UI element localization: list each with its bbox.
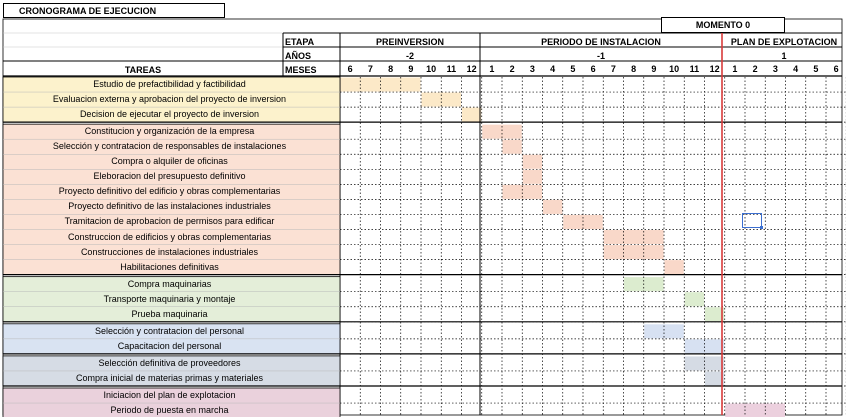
gantt-bar: [523, 155, 542, 169]
month-label: 11: [689, 64, 700, 74]
gantt-bar: [725, 404, 785, 417]
tareas-header: TAREAS: [124, 65, 162, 75]
task-label[interactable]: Estudio de prefactibilidad y factibilidad: [93, 79, 246, 89]
momento-label: MOMENTO 0: [695, 20, 751, 30]
month-label: 8: [388, 64, 394, 74]
task-label[interactable]: Decision de ejecutar el proyecto de inversion: [79, 109, 260, 120]
task-label[interactable]: Eleboracion del presupuesto definitivo: [93, 171, 246, 182]
month-label: 9: [651, 64, 657, 74]
task-label[interactable]: Compra inicial de materias primas y materiales: [75, 372, 264, 383]
task-label[interactable]: Evaluacion externa y aprobacion del proyecto de inversion: [52, 94, 287, 105]
anos-label: AÑOS: [285, 51, 312, 61]
sheet-title: CRONOGRAMA DE EJECUCION: [19, 6, 157, 16]
month-label: 10: [669, 64, 680, 74]
task-label[interactable]: Periodo de puesta en marcha: [110, 405, 229, 416]
momento-cell[interactable]: [661, 17, 785, 33]
month-label: 4: [550, 64, 556, 74]
month-label: 9: [408, 64, 414, 74]
year-preinversion: -2: [405, 51, 414, 61]
month-label: 6: [590, 64, 596, 74]
fill-handle[interactable]: [760, 226, 763, 229]
task-label[interactable]: Transporte maquinaria y montaje: [103, 293, 236, 304]
task-label[interactable]: Iniciacion del plan de explotacion: [103, 390, 236, 400]
month-label: 12: [466, 64, 477, 74]
month-label: 6: [833, 64, 839, 74]
month-label: 12: [709, 64, 720, 74]
etapa-label: ETAPA: [285, 37, 315, 47]
gantt-bar: [604, 230, 664, 244]
month-label: 8: [631, 64, 637, 74]
year-explotacion: 1: [781, 51, 787, 61]
gantt-bar: [543, 200, 562, 214]
task-label[interactable]: Selección y contratacion del personal: [94, 325, 245, 336]
month-label: 4: [793, 64, 799, 74]
year-instalacion: -1: [596, 51, 605, 61]
gantt-bar: [523, 170, 542, 184]
title-cell[interactable]: [3, 3, 225, 18]
gantt-bar: [503, 140, 522, 154]
gantt-bar: [462, 108, 481, 122]
month-label: 7: [367, 64, 373, 74]
task-label[interactable]: Construcciones de instalaciones industriales: [80, 246, 259, 257]
task-label[interactable]: Selección definitiva de proveedores: [98, 357, 241, 368]
gantt-bar: [685, 292, 704, 306]
phase-explotacion: PLAN DE EXPLOTACION: [730, 37, 838, 47]
task-label[interactable]: Construccion de edificios y obras complementarias: [67, 231, 272, 242]
task-label[interactable]: Proyecto definitivo del edificio y obras complementarias: [58, 186, 281, 197]
task-label[interactable]: Constitucion y organización de la empresa: [84, 126, 255, 137]
gantt-bar: [665, 260, 684, 274]
month-label: 11: [446, 64, 457, 74]
task-label[interactable]: Compra o alquiler de oficinas: [111, 156, 228, 167]
selected-cell[interactable]: [742, 213, 762, 228]
month-label: 10: [426, 64, 437, 74]
month-label: 6: [347, 64, 353, 74]
month-label: 3: [529, 64, 535, 74]
task-label[interactable]: Habilitaciones definitivas: [120, 261, 219, 272]
month-label: 2: [509, 64, 515, 74]
month-label: 5: [570, 64, 576, 74]
task-label[interactable]: Proyecto definitivo de las instalaciones industriales: [68, 201, 271, 212]
gantt-bar: [604, 245, 664, 259]
task-label[interactable]: Capacitacion del personal: [117, 340, 222, 351]
month-label: 2: [752, 64, 758, 74]
task-label[interactable]: Tramitacion de aprobacion de permisos para edificar: [64, 216, 275, 227]
month-label: 1: [732, 64, 738, 74]
month-label: 1: [489, 64, 495, 74]
task-label[interactable]: Compra maquinarias: [127, 278, 212, 289]
month-label: 5: [813, 64, 819, 74]
phase-instalacion: PERIODO DE INSTALACION: [541, 37, 661, 47]
task-label[interactable]: Selección y contratacion de responsables de instalaciones: [52, 141, 287, 152]
meses-label: MESES: [285, 65, 317, 75]
month-label: 7: [610, 64, 616, 74]
phase-preinversion: PREINVERSION: [375, 37, 444, 47]
task-label[interactable]: Prueba maquinaria: [131, 308, 208, 319]
month-label: 3: [772, 64, 778, 74]
